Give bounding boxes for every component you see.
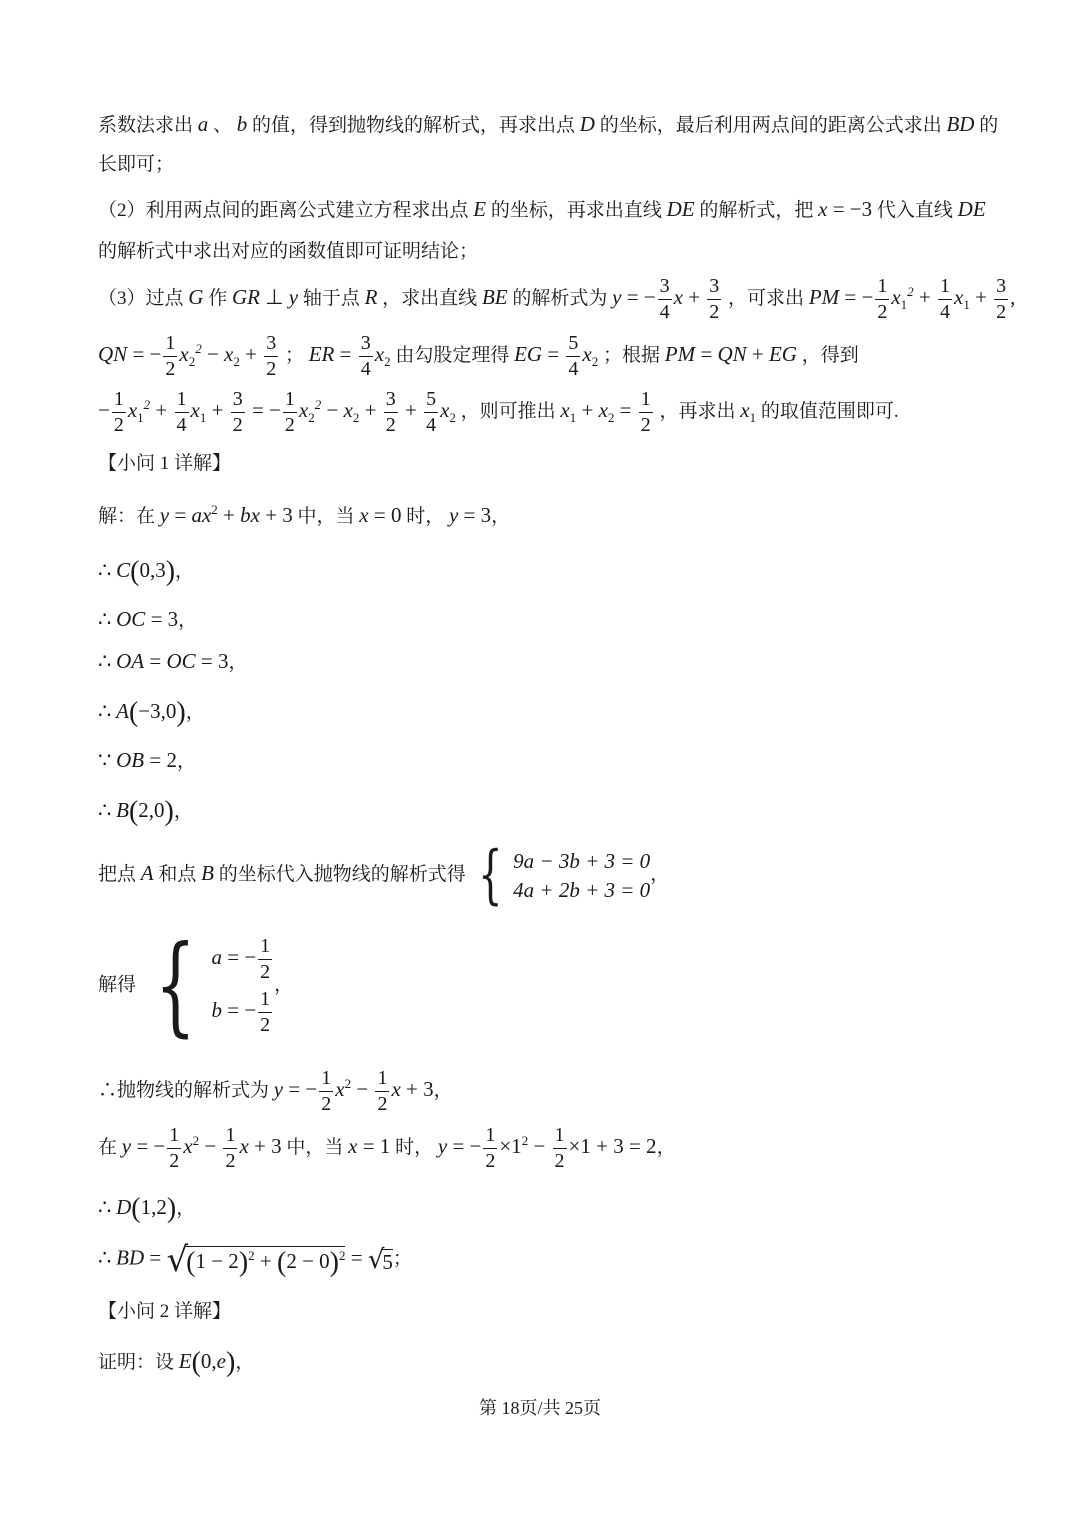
text: 长即可； (98, 154, 175, 175)
solution-line-3 (98, 609, 197, 630)
therefore: ∴ (98, 558, 112, 582)
text: ， (274, 974, 294, 996)
math-expr: B (116, 798, 129, 822)
math-expr: ( (131, 1193, 141, 1224)
solution-line-BD (98, 1240, 412, 1280)
text: ，再求出 (659, 400, 736, 422)
fraction: $\frac{1}{2}$ (877, 275, 888, 323)
fraction: $\frac{3}{4}$ (659, 275, 670, 323)
math-expr: $x_1$ (740, 397, 757, 425)
text: 时， (395, 1136, 434, 1158)
fraction: $\frac{1}{2}$ (485, 1124, 496, 1172)
text: ， (235, 1352, 255, 1373)
section-2-header (98, 1302, 231, 1321)
math-expr: PM (808, 284, 840, 309)
math-expr: ) (226, 1347, 236, 1378)
parabola-line: ∴抛物线的解析式为 y = − $\frac{1}{2}$ $x^2$ − $\frac{1}{2}$ x + 3， (98, 1067, 453, 1115)
math-expr: , (1010, 284, 1016, 309)
math-expr: $x_2^2$ (298, 396, 322, 425)
text: ，可求出 (728, 287, 805, 309)
math-var: B (201, 860, 214, 885)
sqrt-expr: √ $(1 - 2)^2 + (2 - 0)^2$ (166, 1240, 346, 1280)
math-expr: ) (166, 1193, 177, 1224)
text: 的坐标，最后利用两点间的距离公式求出 (599, 115, 942, 136)
fraction: $\frac{1}{2}$ (113, 388, 124, 436)
fraction: $\frac{1}{2}$ (377, 1067, 388, 1115)
text: 的 (979, 115, 999, 136)
equation: 4a + 2b + 3 = 0 (513, 877, 651, 902)
math-var: GR (231, 284, 260, 309)
math-expr: + (682, 284, 706, 309)
math-expr: − (528, 1133, 551, 1158)
text: 的取值范围即可. (760, 400, 899, 422)
math-expr: C (116, 558, 131, 582)
page-footer: 第 18页/共 25页 (478, 1398, 601, 1418)
intro-line-6 (98, 333, 859, 380)
math-expr: y (437, 1133, 448, 1158)
sqrt-expr: √ 5 (367, 1245, 393, 1275)
math-expr: − (201, 341, 225, 366)
solution-line-6 (98, 750, 196, 771)
math-expr: + (399, 397, 423, 422)
math-var: BD (946, 112, 975, 136)
math-var: b (236, 112, 248, 136)
text: ∴抛物线的解析式为 (98, 1079, 270, 1101)
math-expr: 1,2 (140, 1195, 167, 1219)
text: 的坐标代入抛物线的解析式得 (218, 863, 466, 885)
text: ，求出直线 (382, 287, 478, 309)
fraction: $\frac{1}{2}$ (225, 1124, 236, 1172)
fraction: $\frac{1}{2}$ (169, 1124, 180, 1172)
text: 代入直线 (876, 200, 953, 221)
text: 的解析式中求出对应的函数值即可证明结论； (98, 241, 479, 262)
math-expr: $x_2$ (440, 397, 456, 425)
math-text: = −3 (827, 197, 873, 221)
math-expr: = 3 (145, 607, 179, 631)
fraction: $\frac{1}{4}$ (176, 388, 187, 436)
text: 把点 (98, 863, 137, 885)
math-expr: = − (283, 1076, 318, 1101)
math-expr: ( (130, 556, 140, 587)
math-expr: x (673, 284, 683, 309)
text: 的值，得到抛物线的解析式，再求出点 (252, 115, 576, 136)
math-expr: $x_2$ (224, 341, 240, 369)
intro-line-1 (98, 114, 998, 135)
text: ， (175, 561, 195, 582)
math-expr: ER (308, 341, 335, 366)
eval-line: 在 y = − $\frac{1}{2}$ $x^2$ − $\frac{1}{2}$ x + 3 中，当 x = 1 时， y = − $\frac{1}{2}$ $\times 1^2$ − $\frac{1}{2}$ ×1 + 3 = 2， (98, 1124, 676, 1172)
math-var: D (579, 112, 595, 136)
therefore: ∴ (98, 1245, 112, 1270)
text: 的坐标，再求出直线 (490, 200, 662, 221)
math-expr: OC (116, 607, 146, 631)
math-var: BE (481, 284, 508, 309)
math-expr: ) (165, 556, 176, 587)
math-expr: + 3 (248, 1133, 282, 1158)
math-expr: OA (116, 649, 145, 673)
text: 时， (406, 506, 445, 527)
text: 解：在 (98, 506, 156, 527)
equation: 9a − 3b + 3 = 0 (513, 848, 651, 873)
intro-line-7 (98, 389, 899, 436)
text: 中，当 (297, 506, 355, 527)
solution-system: { a = − $\frac{1}{2}$ b = − $\frac{1}{2}$ (141, 936, 274, 1036)
math-var: DE (957, 197, 986, 221)
section-heading: 【小问 1 详解】 (98, 453, 232, 474)
text: ； (392, 1248, 412, 1270)
math-expr: $x_1$ (560, 397, 577, 425)
solution-b: b = − $\frac{1}{2}$ (211, 988, 271, 1036)
text: 由勾股定理得 (395, 344, 510, 366)
solution-line-1: 解：在 $y = ax^2$ + bx + 3 中，当 x = 0 时， y = 3， (98, 502, 511, 527)
fraction: $\frac{3}{2}$ (385, 388, 396, 436)
text: 系数法求出 (98, 115, 194, 136)
math-expr: = (144, 649, 167, 673)
math-expr: − (351, 1076, 374, 1101)
math-expr: $x_2$ (374, 341, 391, 369)
math-expr: = 2 (144, 748, 177, 772)
fraction: $\frac{1}{2}$ (284, 388, 295, 436)
math-expr: PM (664, 341, 696, 366)
text: ， (178, 610, 198, 631)
math-expr: $x_1^2$ (127, 396, 151, 425)
math-expr: bx (240, 503, 260, 527)
text: ， (650, 863, 670, 885)
intro-line-5 (98, 276, 1015, 323)
math-expr: x (348, 1133, 358, 1158)
math-expr: $x_1^2$ (891, 283, 914, 312)
fraction: $\frac{3}{2}$ (232, 388, 243, 436)
math-expr: $x_2^2$ (179, 340, 202, 369)
fraction: $\frac{1}{2}$ (554, 1124, 565, 1172)
math-expr: $x_2$ (598, 397, 615, 425)
math-expr: + (746, 341, 769, 366)
math-expr: + (206, 397, 229, 422)
math-expr: = (345, 1245, 368, 1270)
text: 的解析式，把 (699, 200, 814, 221)
math-expr: x (359, 503, 369, 527)
math-var: DE (666, 197, 695, 221)
math-expr: = (614, 397, 637, 422)
intro-line-3 (98, 199, 986, 220)
math-expr: + (576, 397, 599, 422)
section-1-header (98, 454, 231, 473)
math-expr: = (695, 341, 718, 366)
math-expr: + (913, 284, 936, 309)
math-expr: = − (246, 397, 281, 422)
math-expr: D (116, 1195, 132, 1219)
text: （2）利用两点间的距离公式建立方程求出点 (98, 200, 469, 221)
math-expr: = − (131, 1133, 166, 1158)
math-expr: ) (176, 697, 186, 728)
math-expr: = (144, 1245, 167, 1270)
text: ， (491, 506, 511, 527)
math-expr: − (199, 1133, 222, 1158)
math-expr: BD (116, 1245, 145, 1270)
therefore: ∴ (98, 798, 112, 822)
math-expr: + (359, 397, 382, 422)
text: ；根据 (603, 344, 661, 366)
math-var: x (818, 197, 828, 221)
math-expr: EG (768, 341, 797, 366)
math-expr: QN (717, 341, 747, 366)
text: 在 (98, 1136, 118, 1158)
math-expr: x (335, 1076, 345, 1101)
solution-line-2 (98, 558, 194, 586)
math-expr: ( (128, 796, 139, 827)
fraction: $\frac{1}{2}$ (640, 388, 651, 436)
math-expr: ×1 (499, 1133, 522, 1158)
fraction: $\frac{1}{2}$ (165, 332, 176, 380)
fraction: $\frac{3}{2}$ (709, 275, 720, 323)
fraction: $\frac{5}{4}$ (568, 332, 579, 380)
solution-a: a = − $\frac{1}{2}$ (211, 935, 271, 983)
text: 的解析式为 (512, 287, 608, 309)
math-expr: 2,0 (138, 798, 165, 822)
text: 作 (208, 287, 228, 309)
solution-line-D (98, 1195, 195, 1223)
math-expr: + (150, 397, 173, 422)
text: ， (185, 702, 205, 723)
math-var: G (188, 284, 204, 309)
fraction: $\frac{1}{4}$ (940, 275, 950, 323)
math-expr: = 3 (195, 649, 229, 673)
proof-line (98, 1349, 254, 1377)
fraction: $\frac{1}{2}$ (321, 1067, 332, 1115)
math-expr: $x_1$ (954, 284, 970, 312)
math-expr: = − (127, 341, 162, 366)
math-expr: y (612, 284, 622, 309)
math-expr: $x_2$ (582, 341, 599, 369)
math-var: a (197, 112, 209, 136)
math-expr: = (542, 341, 565, 366)
math-expr: OC (166, 649, 196, 673)
text: ， (176, 1198, 196, 1219)
math-expr: QN (98, 341, 128, 366)
math-expr: y (273, 1076, 284, 1101)
intro-line-4 (98, 242, 478, 261)
solution-line-5 (98, 699, 205, 727)
math-expr: + (969, 284, 993, 309)
text: ， (228, 652, 248, 673)
text: （3）过点 (98, 287, 184, 309)
math-expr: E (178, 1349, 192, 1373)
text: ， (433, 1079, 453, 1101)
therefore: ∴ (98, 607, 112, 631)
math-expr: = 1 (357, 1133, 391, 1158)
text: ，则可推出 (460, 400, 556, 422)
math-expr: = (169, 503, 192, 527)
math-expr: $x_1$ (190, 397, 207, 425)
text: 和点 (158, 863, 197, 885)
math-expr: y (121, 1133, 132, 1158)
math-var: y (288, 284, 299, 309)
fraction: $\frac{3}{2}$ (996, 275, 1007, 323)
math-expr: y (448, 503, 459, 527)
system-line (98, 838, 670, 912)
solved-line (98, 922, 294, 1048)
math-expr: − (98, 397, 110, 422)
math-expr: ) (164, 796, 174, 827)
math-expr: 0,3 (139, 558, 166, 582)
math-var: R (364, 284, 378, 309)
fraction: $\frac{3}{4}$ (360, 332, 371, 380)
math-expr: − (321, 397, 344, 422)
math-expr: + (217, 503, 241, 527)
because: ∵ (98, 748, 112, 772)
math-expr: EG (514, 341, 543, 366)
text: ， (173, 801, 193, 822)
math-expr: + (239, 341, 263, 366)
solution-line-7 (98, 798, 193, 826)
math-expr: = − (447, 1133, 482, 1158)
math-expr: + 3 (259, 503, 293, 527)
math-expr: + 3 (400, 1076, 434, 1101)
math-expr: ( (128, 697, 139, 728)
math-expr: ax (191, 503, 212, 527)
intro-line-2 (98, 155, 174, 174)
text: 、 (213, 115, 233, 136)
therefore: ∴ (98, 649, 112, 673)
math-expr: OB (116, 748, 145, 772)
math-var: E (473, 197, 487, 221)
solution-line-4 (98, 651, 248, 672)
math-expr: y (159, 503, 170, 527)
text: ，得到 (801, 344, 859, 366)
math-expr: = 3 (458, 503, 492, 527)
text: ， (176, 751, 196, 772)
math-expr: e (216, 1349, 226, 1373)
math-expr: = − (839, 284, 874, 309)
math-expr: x (239, 1133, 249, 1158)
math-expr: −3,0 (138, 699, 177, 723)
therefore: ∴ (98, 699, 112, 723)
therefore: ∴ (98, 1195, 112, 1219)
text: 中，当 (286, 1136, 344, 1158)
text: ； (284, 344, 304, 366)
text: 证明：设 (98, 1352, 175, 1373)
fraction: $\frac{3}{2}$ (266, 332, 277, 380)
math-expr: = 0 (368, 503, 402, 527)
math-expr: $x_2$ (343, 397, 360, 425)
text: ， (656, 1136, 676, 1158)
text: 解得 (98, 974, 137, 996)
math-expr: A (116, 699, 129, 723)
math-text: ⊥ (259, 284, 289, 309)
math-expr: x (391, 1076, 401, 1101)
math-expr: = (334, 341, 357, 366)
math-expr: ×1 + 3 = 2 (568, 1133, 657, 1158)
fraction: $\frac{5}{4}$ (426, 388, 437, 436)
math-expr: ( (191, 1347, 201, 1378)
math-var: A (140, 860, 154, 885)
math-expr: = − (621, 284, 656, 309)
section-heading: 【小问 2 详解】 (98, 1301, 232, 1322)
equation-system: { 9a − 3b + 3 = 0 4a + 2b + 3 = 0 (478, 838, 651, 912)
math-expr: x (183, 1133, 193, 1158)
math-expr: 0, (200, 1349, 217, 1373)
text: 轴于点 (302, 287, 360, 309)
